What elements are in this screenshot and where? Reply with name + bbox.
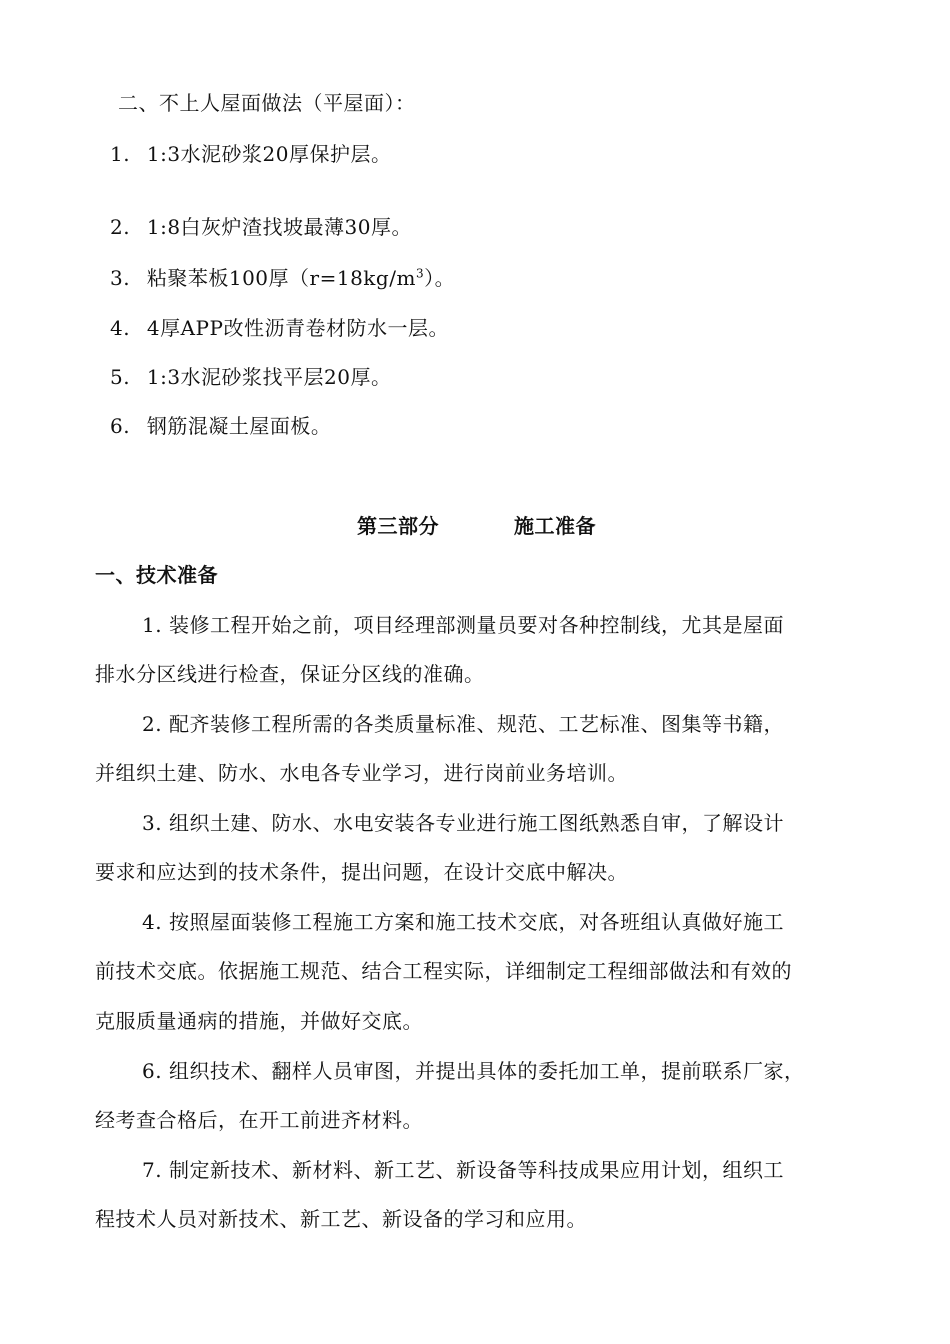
list-item-number: 2. xyxy=(110,215,131,239)
list-item xyxy=(110,314,449,342)
paragraph-line: 3. 组织土建、防水、水电安装各专业进行施工图纸熟悉自审，了解设计 xyxy=(142,811,784,835)
paragraph-line: 排水分区线进行检查，保证分区线的准确。 xyxy=(95,662,485,686)
paragraph-line: 经考查合格后，在开工前进齐材料。 xyxy=(95,1108,423,1132)
paragraph-line: 2. 配齐装修工程所需的各类质量标准、规范、工艺标准、图集等书籍， xyxy=(142,712,784,736)
list-item-text: 4厚APP改性沥青卷材防水一层。 xyxy=(146,316,449,340)
list-item xyxy=(110,140,392,168)
list-item-text: 1:3水泥砂浆20厚保护层。 xyxy=(146,142,392,166)
list-item-number: 4. xyxy=(110,316,131,340)
section-heading-roof: 二、不上人屋面做法（平屋面）： xyxy=(118,91,416,115)
list-item-text-before: 粘聚苯板100厚（r=18kg/m xyxy=(146,266,416,290)
section-heading-tech-prep: 一、技术准备 xyxy=(95,563,218,587)
list-item-text: 钢筋混凝土屋面板。 xyxy=(146,414,332,438)
part-label: 第三部分 xyxy=(357,514,439,538)
paragraph-line: 6. 组织技术、翻样人员审图，并提出具体的委托加工单，提前联系厂家， xyxy=(142,1059,805,1083)
part-title: 施工准备 xyxy=(514,514,596,538)
list-item-number: 3. xyxy=(110,266,131,290)
paragraph-line: 要求和应达到的技术条件，提出问题，在设计交底中解决。 xyxy=(95,860,628,884)
paragraph-line: 4. 按照屋面装修工程施工方案和施工技术交底，对各班组认真做好施工 xyxy=(142,910,784,934)
paragraph-line: 1. 装修工程开始之前，项目经理部测量员要对各种控制线，尤其是屋面 xyxy=(142,613,784,637)
paragraph-line: 7. 制定新技术、新材料、新工艺、新设备等科技成果应用计划，组织工 xyxy=(142,1158,784,1182)
list-item-number: 6. xyxy=(110,414,131,438)
list-item-text-after: ）。 xyxy=(424,266,456,290)
list-item xyxy=(110,412,331,440)
list-item xyxy=(110,213,412,241)
paragraph-line: 克服质量通病的措施，并做好交底。 xyxy=(95,1009,423,1033)
paragraph-line: 并组织土建、防水、水电各专业学习，进行岗前业务培训。 xyxy=(95,761,628,785)
list-item xyxy=(110,264,455,292)
paragraph-line: 程技术人员对新技术、新工艺、新设备的学习和应用。 xyxy=(95,1207,587,1231)
list-item-text: 1:8白灰炉渣找坡最薄30厚。 xyxy=(146,215,412,239)
list-item xyxy=(110,363,392,391)
superscript-3: 3 xyxy=(415,266,425,281)
paragraph-line: 前技术交底。依据施工规范、结合工程实际，详细制定工程细部做法和有效的 xyxy=(95,959,792,983)
list-item-number: 5. xyxy=(110,365,131,389)
list-item-text: 1:3水泥砂浆找平层20厚。 xyxy=(146,365,392,389)
list-item-number: 1. xyxy=(110,142,131,166)
